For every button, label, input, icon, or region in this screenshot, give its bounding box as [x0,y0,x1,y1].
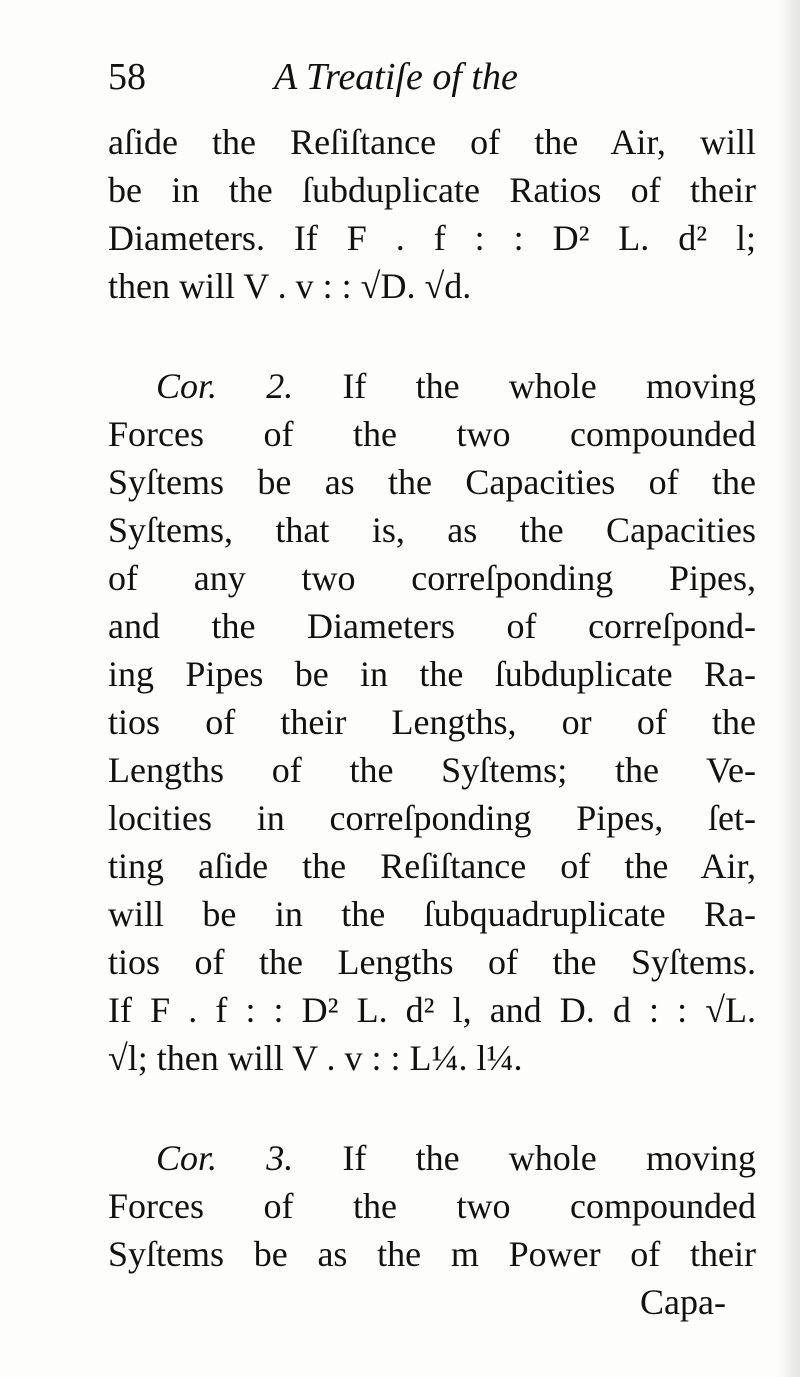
running-head [108,52,758,102]
running-title: A Treatiſe of the [274,56,518,98]
text-line: be in the ſubduplicate Ratios of their [108,170,756,210]
text-line: If the whole moving [342,366,756,406]
text-line: of any two correſponding Pipes, [108,558,756,598]
text-line: √l; then will V . v : : L¼. l¼. [108,1038,523,1078]
text-line: will be in the ſubquadruplicate Ra- [108,894,756,934]
body-text [108,118,756,1278]
page-number: 58 [108,56,146,98]
corollary-label: Cor. 2. [156,366,294,406]
text-line: Forces of the two compounded [108,1186,756,1226]
text-line: Syſtems, that is, as the Capacities [108,510,756,550]
text-line: tios of the Lengths of the Syſtems. [108,942,756,982]
text-line: aſide the Reſiſtance of the Air, will [108,122,756,162]
text-line: locities in correſponding Pipes, ſet- [108,798,756,838]
text-line: Lengths of the Syſtems; the Ve- [108,750,756,790]
text-line: tios of their Lengths, or of the [108,702,756,742]
paragraph-gap [108,1082,756,1134]
text-line: and the Diameters of correſpond- [108,606,756,646]
text-line: Forces of the two compounded [108,414,756,454]
text-line: Syſtems be as the Capacities of the [108,462,756,502]
corollary-line [108,1134,756,1182]
text-line: If F . f : : D² L. d² l, and D. d : : √L. [108,990,756,1030]
spine-shadow [778,0,800,1377]
text-line: Syſtems be as the m Power of their [108,1234,756,1274]
text-line: If the whole moving [342,1138,756,1178]
text-line: ting aſide the Reſiſtance of the Air, [108,846,756,886]
text-line: Diameters. If F . f : : D² L. d² l; [108,218,756,258]
catchword: Capa- [640,1282,726,1322]
paragraph-gap [108,310,756,362]
corollary-label: Cor. 3. [156,1138,294,1178]
corollary-line [108,362,756,410]
text-line: ing Pipes be in the ſubduplicate Ra- [108,654,756,694]
text-line: then will V . v : : √D. √d. [108,266,472,306]
